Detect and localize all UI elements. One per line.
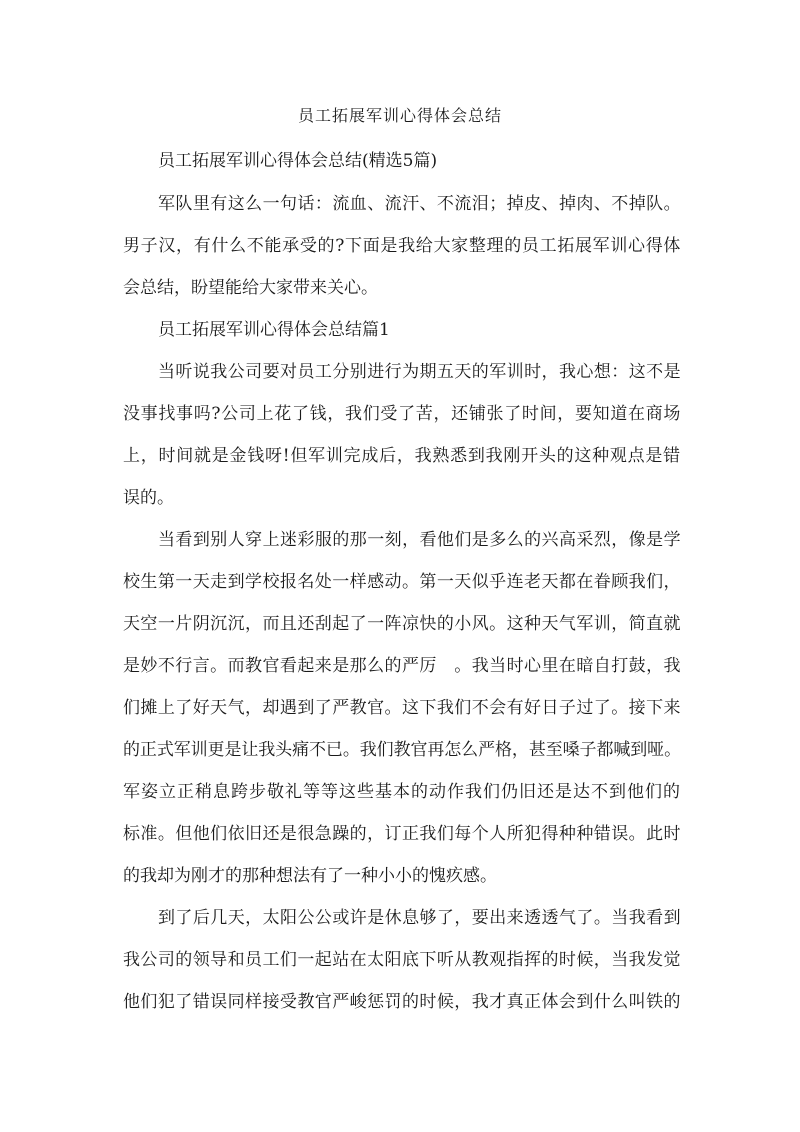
paragraph-line: 是妙不行言。而教官看起来是那么的严厉 。我当时心里在暗自打鼓，我 [123,656,681,676]
paragraph-line: 当听说我公司要对员工分别进行为期五天的军训时，我心想：这不是 [158,362,681,382]
paragraph-line: 的我却为刚才的那种想法有了一种小小的愧疚感。 [123,866,497,886]
paragraph-line: 没事找事吗?公司上花了钱，我们受了苦，还铺张了时间，要知道在商场 [123,404,682,424]
paragraph-line: 校生第一天走到学校报名处一样感动。第一天似乎连老天都在眷顾我们， [123,572,681,592]
paragraph-line: 他们犯了错误同样接受教官严峻惩罚的时候，我才真正体会到什么叫铁的 [123,992,681,1012]
paragraph-line: 当看到别人穿上迷彩服的那一刻，看他们是多么的兴高采烈，像是学 [158,530,681,550]
paragraph-line: 上，时间就是金钱呀!但军训完成后，我熟悉到我刚开头的这种观点是错 [123,446,681,466]
paragraph-line: 们摊上了好天气，却遇到了严教官。这下我们不会有好日子过了。接下来 [123,698,681,718]
document-subtitle: 员工拓展军训心得体会总结(精选5篇) [158,151,438,171]
paragraph-line: 误的。 [123,488,174,508]
paragraph-line: 到了后几天，太阳公公或许是休息够了，要出来透透气了。当我看到 [158,908,681,928]
intro-line: 男子汉，有什么不能承受的?下面是我给大家整理的员工拓展军训心得体 [123,236,682,256]
intro-line: 军队里有这么一句话：流血、流汗、不流泪；掉皮、掉肉、不掉队。 [158,194,681,214]
paragraph-line: 标准。但他们依旧还是很急躁的，订正我们每个人所犯得种种错误。此时 [123,824,681,844]
intro-line: 会总结，盼望能给大家带来关心。 [123,278,378,298]
paragraph-line: 天空一片阴沉沉，而且还刮起了一阵凉快的小风。这种天气军训，简直就 [123,614,681,634]
paragraph-line: 的正式军训更是让我头痛不已。我们教官再怎么严格，甚至嗓子都喊到哑。 [123,740,681,760]
paragraph-line: 军姿立正稍息跨步敬礼等等这些基本的动作我们仍旧还是达不到他们的 [123,782,681,802]
paragraph-line: 我公司的领导和员工们一起站在太阳底下听从教观指挥的时候，当我发觉 [123,950,681,970]
section-heading: 员工拓展军训心得体会总结篇1 [158,320,390,340]
document-title: 员工拓展军训心得体会总结 [297,106,502,125]
